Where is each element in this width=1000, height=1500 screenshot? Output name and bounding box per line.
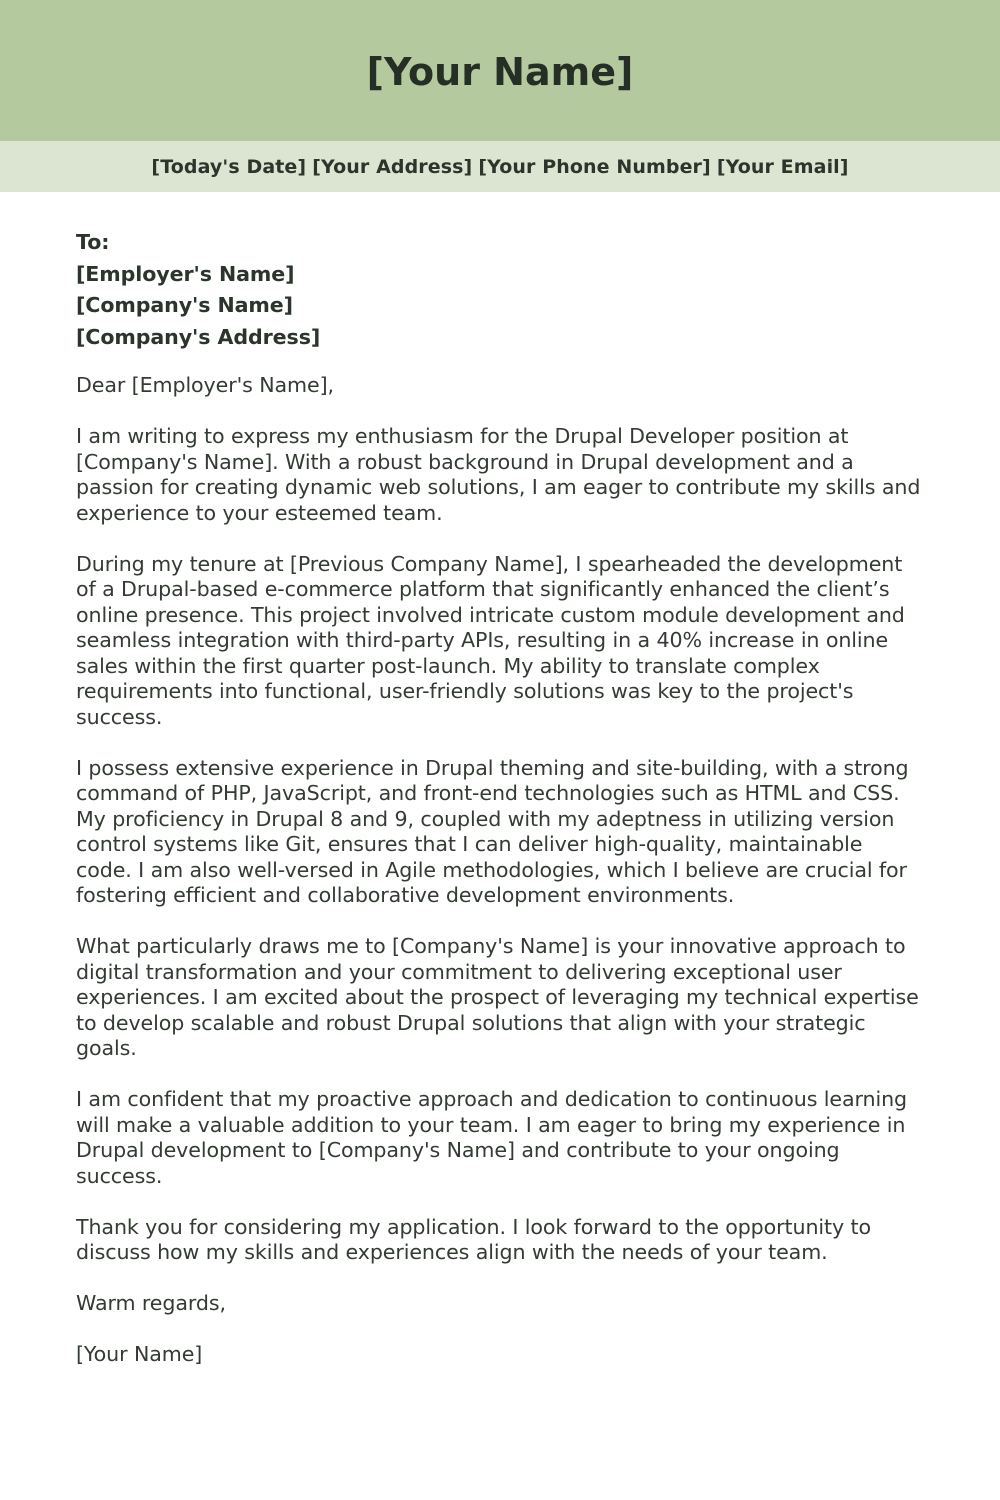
contact-address: [Your Address] — [312, 155, 473, 178]
recipient-company: [Company's Name] — [76, 293, 293, 317]
closing: Warm regards, — [76, 1291, 226, 1315]
paragraph-intro: I am writing to express my enthusiasm for the Drupal Developer position at [Company's Name]. With a robust background in Drupal development and a passion for creating dynamic web solutions, I am eager to contribute my skills and experience to your esteemed team. — [76, 424, 921, 525]
sender-name: [Your Name] — [366, 49, 634, 94]
signature: [Your Name] — [76, 1342, 203, 1366]
recipient-to-label: To: — [76, 230, 110, 254]
contact-email: [Your Email] — [716, 155, 849, 178]
contact-phone: [Your Phone Number] — [478, 155, 711, 178]
paragraph-experience: During my tenure at [Previous Company Name], I spearheaded the development of a Drupal-based e-commerce platform that significantly enhanced the client’s online presence. This project involved intricate custom module development and seamless integration with third-party APIs, resulting in a 40% increase in online sales within the first quarter post-launch. My ability to translate complex requirements into functional, user-friendly solutions was key to the project's success. — [76, 551, 905, 729]
recipient-company-address: [Company's Address] — [76, 324, 321, 349]
recipient-employer: [Employer's Name] — [76, 261, 295, 286]
paragraph-confidence: I am confident that my proactive approach and dedication to continuous learning will make a valuable addition to your team. I am eager to bring my experience in Drupal development to [Company's Name] and contribute to your ongoing success. — [76, 1087, 908, 1188]
contact-bar — [0, 141, 1000, 192]
letterhead — [0, 0, 1000, 141]
paragraph-skills: I possess extensive experience in Drupal theming and site-building, with a strong command of PHP, JavaScript, and front-end technologies such as HTML and CSS. My proficiency in Drupal 8 and 9, coupled with my adeptness in utilizing version control systems like Git, ensures that I can deliver high-quality, maintainable code. I am also well-versed in Agile methodologies, which I believe are crucial for fostering efficient and collaborative development environments. — [76, 755, 909, 907]
paragraph-thanks: Thank you for considering my application. I look forward to the opportunity to discuss how my skills and experiences align with the needs of your team. — [76, 1214, 872, 1264]
letter-body — [0, 192, 1000, 1368]
recipient-block — [76, 227, 924, 353]
salutation: Dear [Employer's Name], — [76, 373, 334, 397]
paragraph-motivation: What particularly draws me to [Company's Name] is your innovative approach to digital transformation and your commitment to delivering exceptional user experiences. I am excited about the prospect of leveraging my technical expertise to develop scalable and robust Drupal solutions that align with your strategic goals. — [76, 934, 919, 1060]
contact-date: [Today's Date] — [151, 155, 307, 178]
